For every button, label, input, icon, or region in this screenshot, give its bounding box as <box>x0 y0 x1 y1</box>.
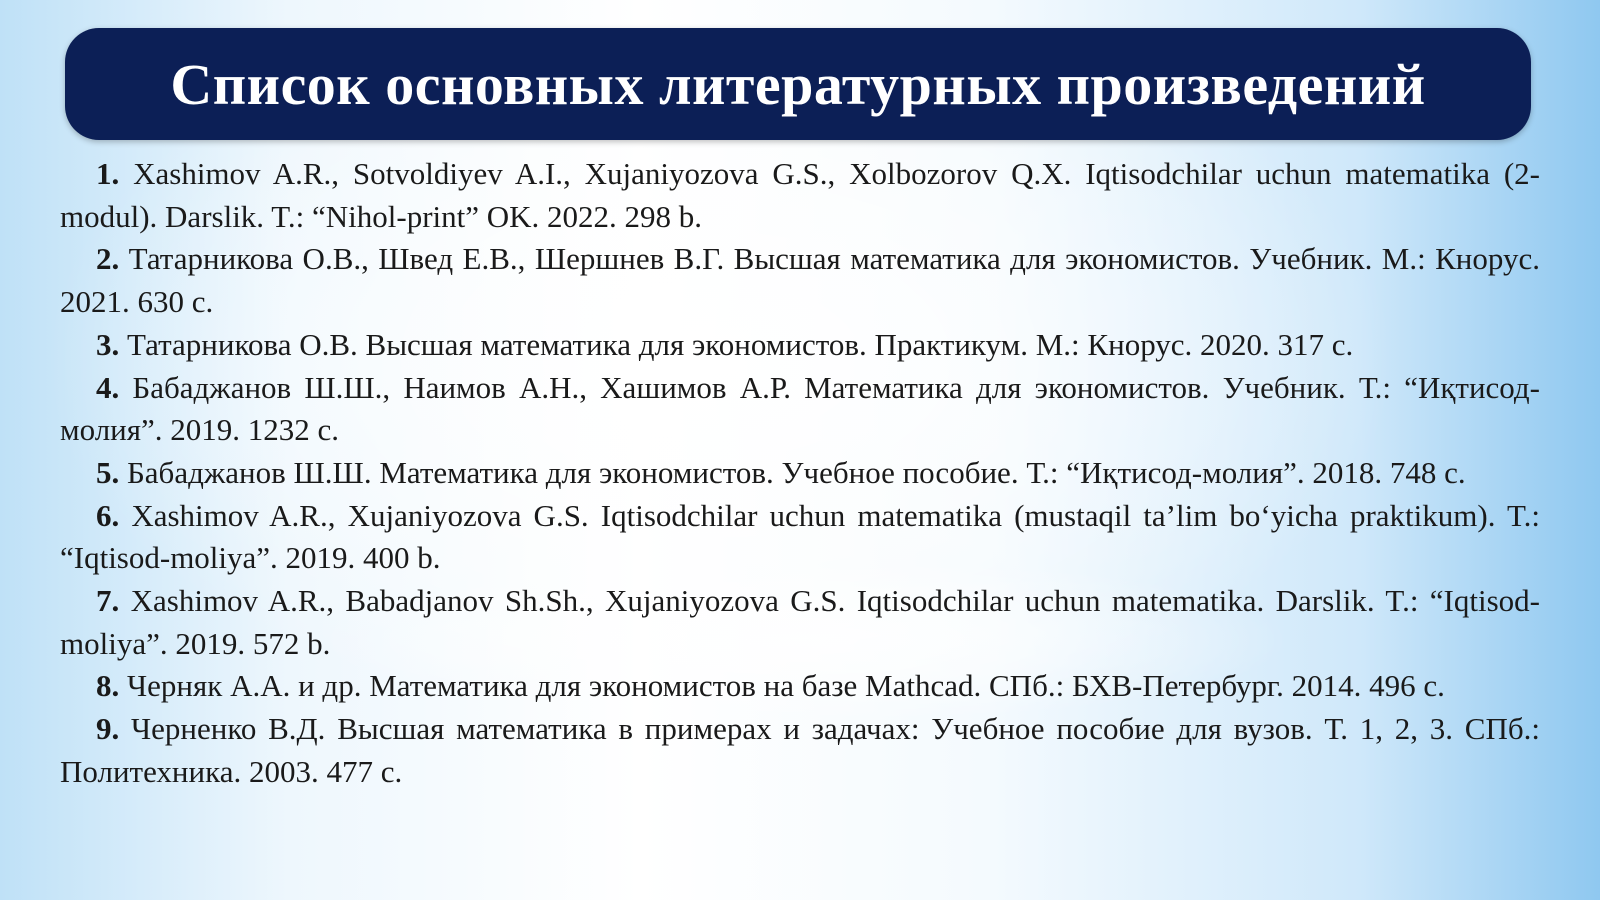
reference-number: 9. <box>96 711 120 747</box>
reference-number: 5. <box>96 454 120 490</box>
reference-item <box>60 324 1540 367</box>
reference-text: Черняк А.А. и др. Математика для экономистов на базе Mathcad. СПб.: БХВ-Петербург. 2014. 496 с. <box>127 668 1445 704</box>
reference-text: Татарникова О.В., Швед Е.В., Шершнев В.Г. Высшая математика для экономистов. Учебник. М.: Кнорус. 2021. 630 с. <box>60 241 1540 320</box>
reference-item <box>60 452 1540 495</box>
reference-text: Xashimov A.R., Xujaniyozova G.S. Iqtisodchilar uchun matematika (mustaqil ta’lim bo‘yicha praktikum). T.: “Iqtisod-moliya”. 2019. 400 b. <box>60 497 1540 576</box>
reference-item <box>60 580 1540 665</box>
reference-number: 1. <box>96 156 120 191</box>
reference-number: 3. <box>96 326 120 362</box>
title-banner <box>65 28 1531 140</box>
reference-item <box>60 153 1540 238</box>
reference-text: Бабаджанов Ш.Ш., Наимов А.Н., Хашимов А.Р. Математика для экономистов. Учебник. Т.: “Иқтисод-молия”. 2019. 1232 с. <box>60 369 1540 448</box>
reference-text: Xashimov A.R., Sotvoldiyev A.I., Xujaniyozova G.S., Xolbozorov Q.X. Iqtisodchilar uchun matematika (2-modul). Darslik. T.: “Nihol-print” OK. 2022. 298 b. <box>60 156 1540 234</box>
reference-number: 6. <box>96 497 120 533</box>
reference-list <box>60 153 1540 794</box>
reference-number: 8. <box>96 668 120 704</box>
reference-item <box>60 665 1540 708</box>
reference-text: Татарникова О.В. Высшая математика для экономистов. Практикум. М.: Кнорус. 2020. 317 с. <box>127 326 1354 362</box>
reference-text: Xashimov A.R., Babadjanov Sh.Sh., Xujaniyozova G.S. Iqtisodchilar uchun matematika. Darslik. T.: “Iqtisod-moliya”. 2019. 572 b. <box>60 583 1540 661</box>
reference-item <box>60 495 1540 580</box>
reference-text: Черненко В.Д. Высшая математика в примерах и задачах: Учебное пособие для вузов. Т. 1, 2, 3. СПб.: Политехника. 2003. 477 с. <box>60 711 1540 789</box>
reference-item <box>60 708 1540 793</box>
slide-title: Список основных литературных произведений <box>170 51 1426 117</box>
reference-item <box>60 367 1540 452</box>
reference-item <box>60 238 1540 323</box>
reference-number: 4. <box>96 369 120 405</box>
reference-number: 7. <box>96 583 120 619</box>
reference-number: 2. <box>96 241 120 277</box>
reference-text: Бабаджанов Ш.Ш. Математика для экономистов. Учебное пособие. Т.: “Иқтисод-молия”. 2018. 748 с. <box>127 454 1466 490</box>
